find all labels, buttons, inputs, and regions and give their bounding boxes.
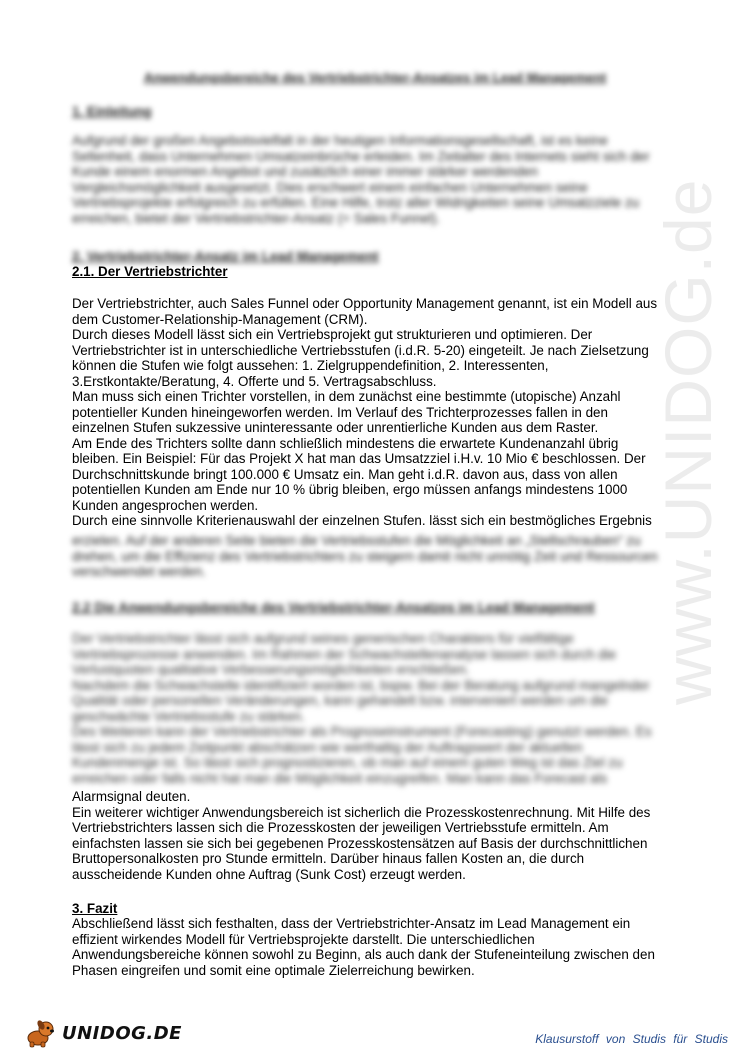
text-line: Der Vertriebstrichter, auch Sales Funnel oder Opportunity Management genannt, ist ein Modell aus: [72, 296, 658, 311]
vertriebstrichter-paragraph-blurred: [72, 533, 684, 580]
document-title: Anwendungsbereiche des Vertriebstrichter-Ansatzes im Lead Management: [143, 70, 607, 85]
fazit-paragraph: [72, 916, 684, 978]
text-line: Qualität oder personellen Veränderungen, kann gehandelt bzw. interveniert werden um die: [72, 693, 608, 708]
anwendungsbereiche-paragraph-blurred: [72, 631, 684, 786]
text-line: Durchschnittskunde bringt 100.000 € Umsatz ein. Man geht i.d.R. davon aus, dass von allen: [72, 466, 618, 482]
text-line: drehen, um die Effizienz des Vertriebstrichters zu steigern damit nicht unnötig Zeit und Ressourcen: [72, 548, 658, 564]
text-line: lässt sich zu jedem Zeitpunkt abschätzen wie werthaltig der Auftragswert der aktuellen: [72, 739, 583, 755]
text-line: können die Stufen wie folgt aussehen: 1. Zielgruppendefinition, 2. Interessenten,: [72, 358, 549, 373]
text-line: effizient wirkendes Modell für Vertriebsprojekte darstellt. Die unterschiedlichen: [72, 931, 535, 947]
text-line: Bruttopersonalkosten pro Stunde ermitteln. Darüber hinaus fallen Kosten an, die durch: [72, 851, 585, 866]
text-line: potentieller Kunden hineingeworfen werden. Im Verlauf des Trichterprozesses fallen in den: [72, 404, 608, 420]
heading-anwendungsbereiche: 2.2 Die Anwendungsbereiche des Vertriebstrichter-Ansatzes im Lead Management: [72, 600, 595, 615]
text-line: Durch dieses Modell lässt sich ein Vertriebsprojekt gut strukturieren und optimieren. Der: [72, 327, 593, 342]
text-line: Nachdem die Schwachstelle identifiziert worden ist, bspw. Bei der Beratung aufgrund mangelnder: [72, 677, 650, 693]
heading-der-vertriebstrichter: 2.1. Der Vertriebstrichter: [72, 264, 228, 279]
einleitung-paragraph: [72, 133, 684, 226]
text-line: Verlustquoten qualitative Verbesserungsmöglichkeiten erschließen.: [72, 662, 470, 677]
anwendungsbereiche-paragraph: [72, 789, 684, 882]
text-line: Aufgrund der großen Angebotsvielfalt in der heutigen Informationsgesellschaft, ist es keine: [72, 133, 608, 148]
text-line: erzielen. Auf der anderen Seite bieten die Vertriebsstufen die Möglichkeit an „Stellschrauben“ zu: [72, 533, 641, 548]
text-line: Anwendungsbereiche können sowohl zu Beginn, als auch dank der Stufeneinteilung zwischen den: [72, 947, 655, 962]
text-line: Durch eine sinnvolle Kriterienauswahl der einzelnen Stufen. lässt sich ein bestmögliches Ergebnis: [72, 513, 652, 528]
text-line: Vergleichsmöglichkeit ausgesetzt. Dies erschwert einem einfachen Unternehmen seine: [72, 179, 588, 195]
text-line: Ein weiterer wichtiger Anwendungsbereich ist sicherlich die Prozesskostenrechnung. Mit Hilfe des: [72, 804, 651, 820]
text-line: ausscheidende Kunden ohne Auftrag (Sunk Cost) erzeugt werden.: [72, 866, 466, 882]
heading-vertriebstrichter-ansatz: 2. Vertriebstrichter-Ansatz im Lead Management: [72, 249, 379, 264]
watermark: www.UNIDOG.de: [651, 178, 725, 705]
text-line: Alarmsignal deuten.: [72, 789, 191, 804]
footer-logo[interactable]: [24, 1018, 182, 1048]
text-line: Seltenheit, dass Unternehmen Umsatzeinbrüche erleiden. Im Zeitalter des Internets sieht sich der: [72, 148, 650, 164]
text-line: Der Vertriebstrichter lässt sich aufgrund seines generischen Charakters für vielfältige: [72, 631, 574, 646]
text-line: erreichen, bietet der Vertriebstrichter-Ansatz (= Sales Funnel).: [72, 210, 441, 226]
text-line: Vertriebstrichter ist in unterschiedliche Vertriebsstufen (i.d.R. 5-20) eingeteilt. Je nach Zielsetzung: [72, 342, 649, 358]
heading-fazit: 3. Fazit: [72, 901, 118, 916]
text-line: potentiellen Kunden am Ende nur 10 % übrig bleiben, ergo müssen anfangs mindestens 1000: [72, 482, 628, 497]
text-line: bleiben. Ein Beispiel: Für das Projekt X hat man das Umsatzziel i.H.v. 10 Mio € beschlossen. Der: [72, 451, 646, 466]
text-line: dem Customer-Relationship-Management (CRM).: [72, 311, 368, 327]
text-line: einfachsten lassen sie sich bei gegebenen Prozesskostensätzen auf Basis der durchschnittlichen: [72, 835, 648, 851]
text-line: Kunde einem enormen Angebot und zusätzlich einer immer stärker werdenden: [72, 164, 538, 179]
text-line: einzelnen Stufen sukzessive uninteressante oder unrentierliche Kunden aus dem Raster.: [72, 420, 599, 435]
footer-tagline: Klausurstoff von Studis für Studis: [535, 1032, 728, 1046]
vertriebstrichter-paragraph: [72, 296, 684, 529]
text-line: Kundenmenge ist. So lässt sich prognostizieren, ob man auf einem guten Weg ist das Ziel zu: [72, 755, 623, 770]
text-line: Vertriebsprozesse anwenden. Im Rahmen der Schwachstellenanalyse lassen sich durch die: [72, 646, 617, 662]
text-line: Am Ende des Trichters sollte dann schließlich mindestens die erwartete Kundenanzahl übrig: [72, 435, 619, 451]
text-line: geschwächte Vertriebsstufe zu stärken.: [72, 708, 305, 724]
heading-einleitung: 1. Einleitung: [72, 104, 152, 119]
text-line: Des Weiteren kann der Vertriebstrichter als Prognoseinstrument (Forecasting) genutzt werden. Es: [72, 724, 652, 739]
text-line: Vertriebstrichters lassen sich die Prozesskosten der jeweiligen Vertriebsstufe ermitteln. Am: [72, 820, 609, 835]
dog-mascot-icon: [24, 1018, 58, 1048]
text-line: Kunden angesprochen werden.: [72, 497, 259, 513]
text-line: Man muss sich einen Trichter vorstellen, in dem zunächst eine bestimmte (utopische) Anzahl: [72, 389, 621, 404]
text-line: Vertriebsprojekte erfolgreich zu erfüllen. Eine Hilfe, trotz aller Widrigkeiten seine Umsatzziele zu: [72, 195, 640, 210]
text-line: Phasen eingreifen und somit eine optimale Zielerreichung bewirken.: [72, 962, 475, 978]
text-line: verschwendet werden.: [72, 564, 206, 579]
text-line: 3.Erstkontakte/Beratung, 4. Offerte und 5. Vertragsabschluss.: [72, 373, 437, 389]
logo-text: UNIDOG.DE: [62, 1022, 182, 1044]
text-line: erreichen oder falls nicht hat man die Möglichkeit einzugreifen. Man kann das Forecast als: [72, 770, 608, 786]
text-line: Abschließend lässt sich festhalten, dass der Vertriebstrichter-Ansatz im Lead Management ein: [72, 916, 631, 931]
